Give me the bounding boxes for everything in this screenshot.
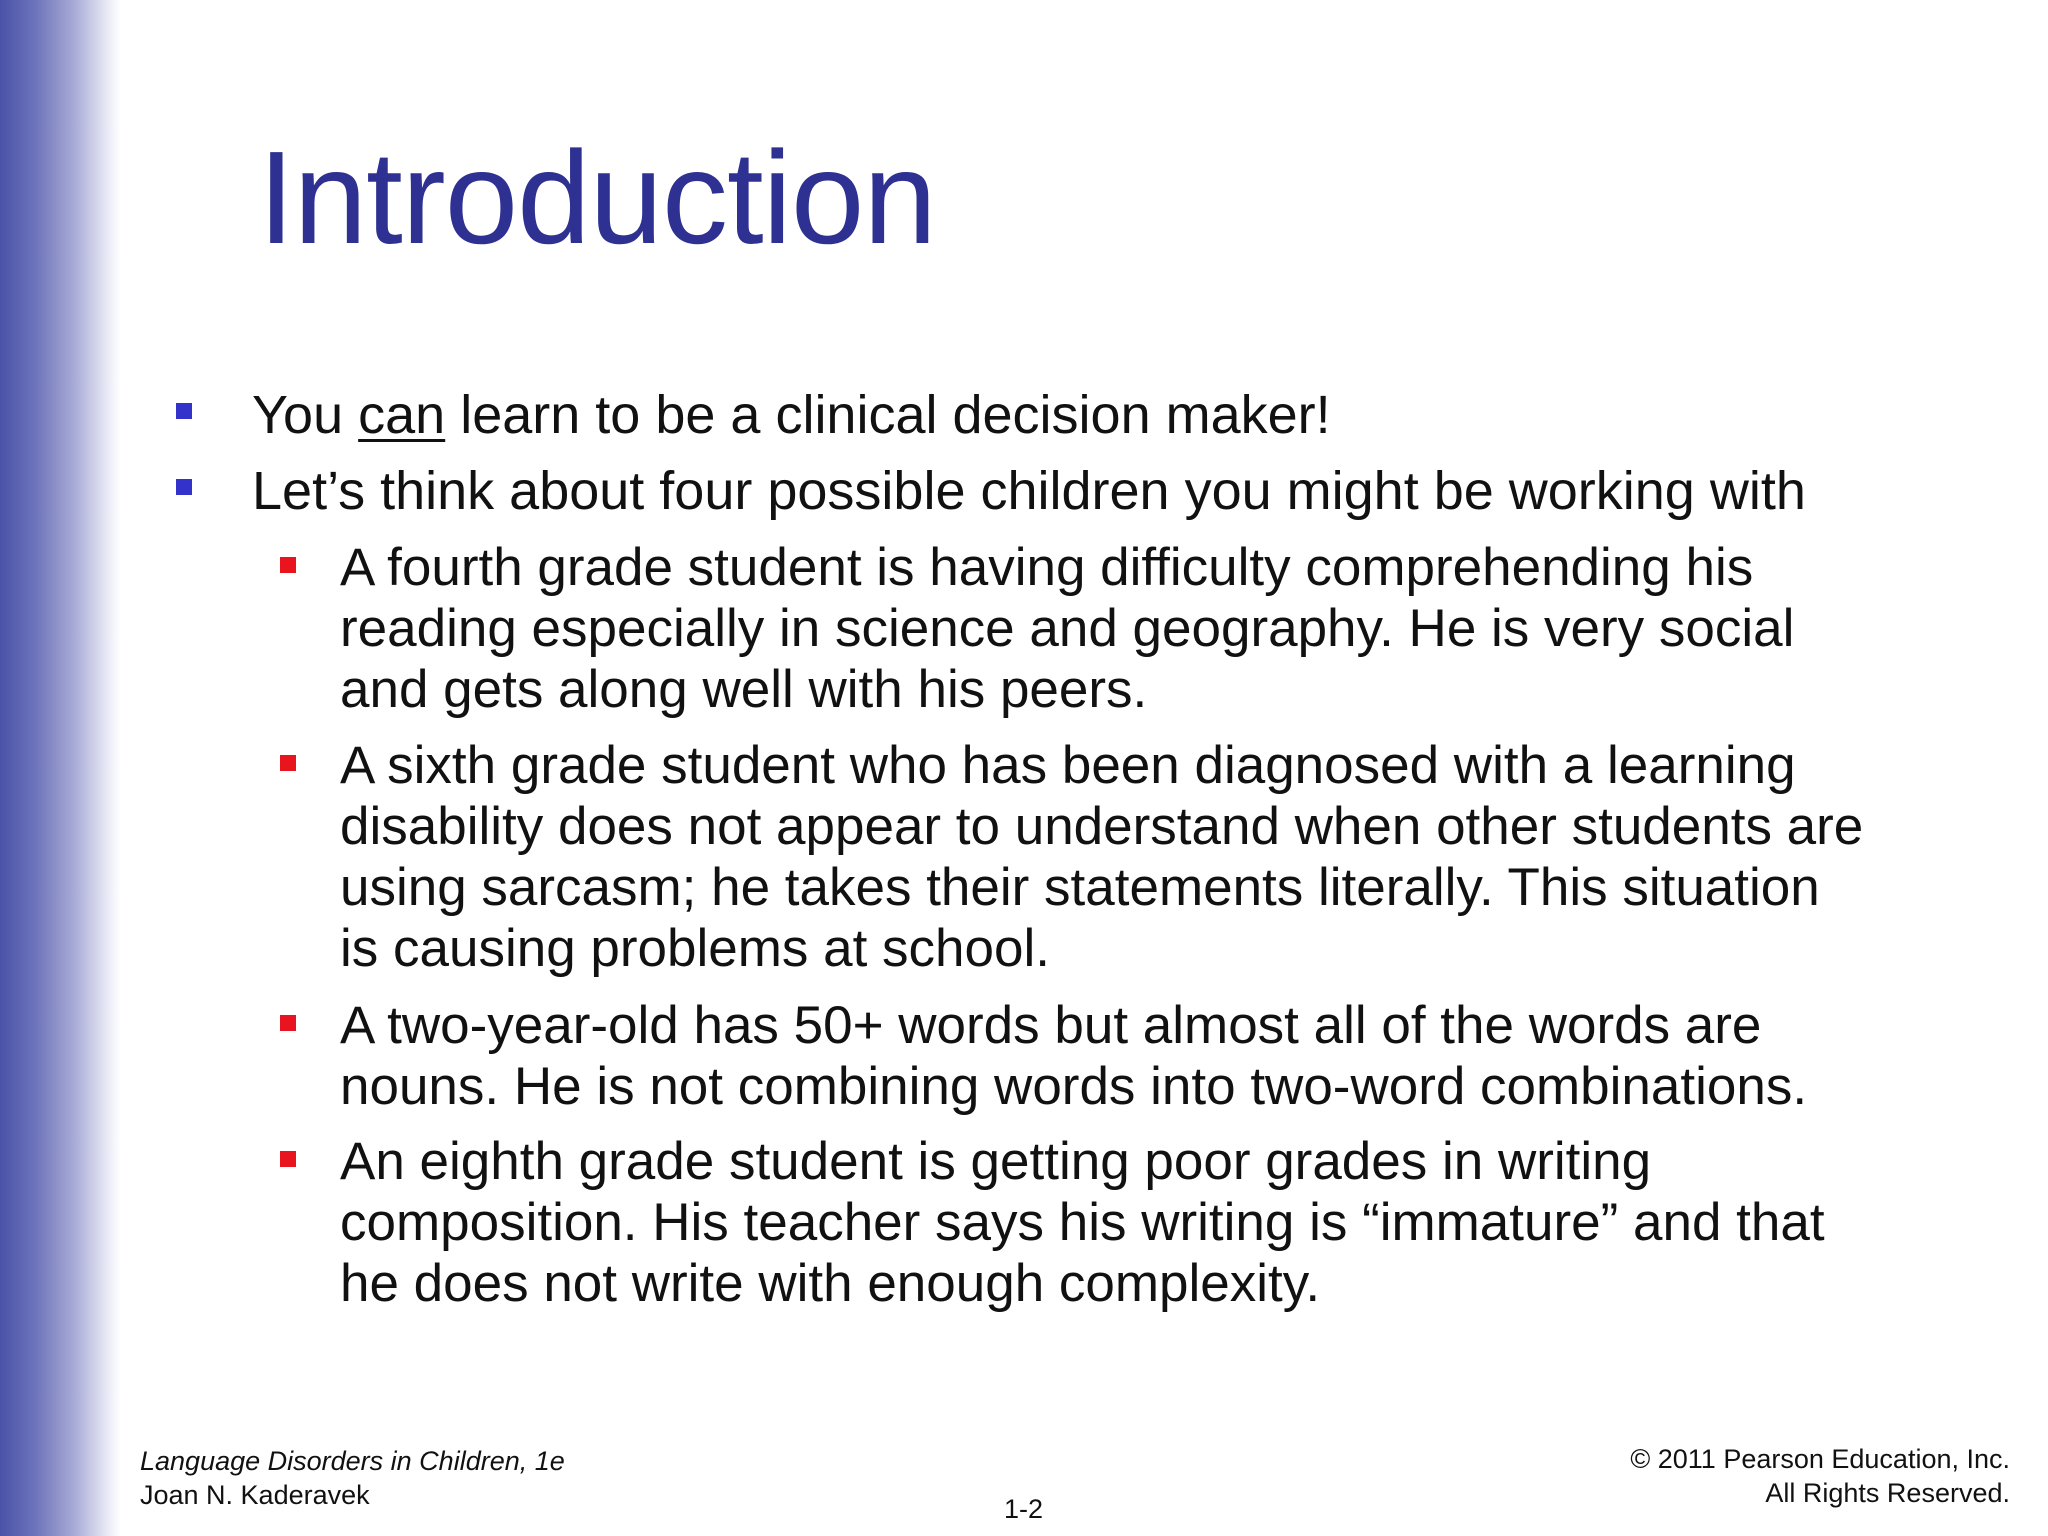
sub-bullet-line: disability does not appear to understand when other students are [340, 797, 1864, 856]
sub-bullet-line: A fourth grade student is having difficulty comprehending his [340, 538, 1754, 597]
sub-bullet-line: A sixth grade student who has been diagnosed with a learning [340, 736, 1796, 795]
footer-book-title: Language Disorders in Children, 1e [140, 1446, 565, 1476]
sub-bullet-line: composition. His teacher says his writing is “immature” and that [340, 1193, 1825, 1252]
sub-bullet-text [340, 735, 1863, 979]
footer-author: Joan N. Kaderavek [140, 1480, 370, 1510]
sub-bullet-line: An eighth grade student is getting poor grades in writing [340, 1132, 1652, 1191]
red-square-bullet-icon [280, 1015, 296, 1031]
bullet-text: You can learn to be a clinical decision maker! [252, 385, 1331, 445]
sub-bullet-text [340, 537, 1794, 720]
bullet-text: Let’s think about four possible children you might be working with [252, 461, 1806, 521]
blue-square-bullet-icon [176, 403, 192, 419]
sub-bullet-text [340, 1131, 1825, 1314]
red-square-bullet-icon [280, 755, 296, 771]
footer-book-info [140, 1444, 565, 1512]
sub-bullet-line: A two-year-old has 50+ words but almost all of the words are [340, 996, 1762, 1055]
sub-bullet-line: nouns. He is not combining words into two-word combinations. [340, 1057, 1808, 1116]
left-gradient-band [0, 0, 120, 1536]
sub-bullet-line: he does not write with enough complexity. [340, 1254, 1321, 1313]
sub-bullet-text [340, 995, 1807, 1117]
sub-bullet-line: and gets along well with his peers. [340, 660, 1148, 719]
red-square-bullet-icon [280, 557, 296, 573]
sub-bullet-line: reading especially in science and geography. He is very social [340, 599, 1795, 658]
sub-bullet-line: is causing problems at school. [340, 919, 1050, 978]
footer-rights: All Rights Reserved. [1765, 1478, 2010, 1508]
red-square-bullet-icon [280, 1151, 296, 1167]
sub-bullet-line: using sarcasm; he takes their statements literally. This situation [340, 858, 1820, 917]
footer-copyright-block [1630, 1442, 2010, 1510]
slide-number: 1-2 [1004, 1494, 1044, 1524]
underlined-word: can [358, 385, 446, 445]
footer-copyright: © 2011 Pearson Education, Inc. [1630, 1444, 2010, 1474]
slide-title: Introduction [258, 124, 936, 271]
blue-square-bullet-icon [176, 479, 192, 495]
